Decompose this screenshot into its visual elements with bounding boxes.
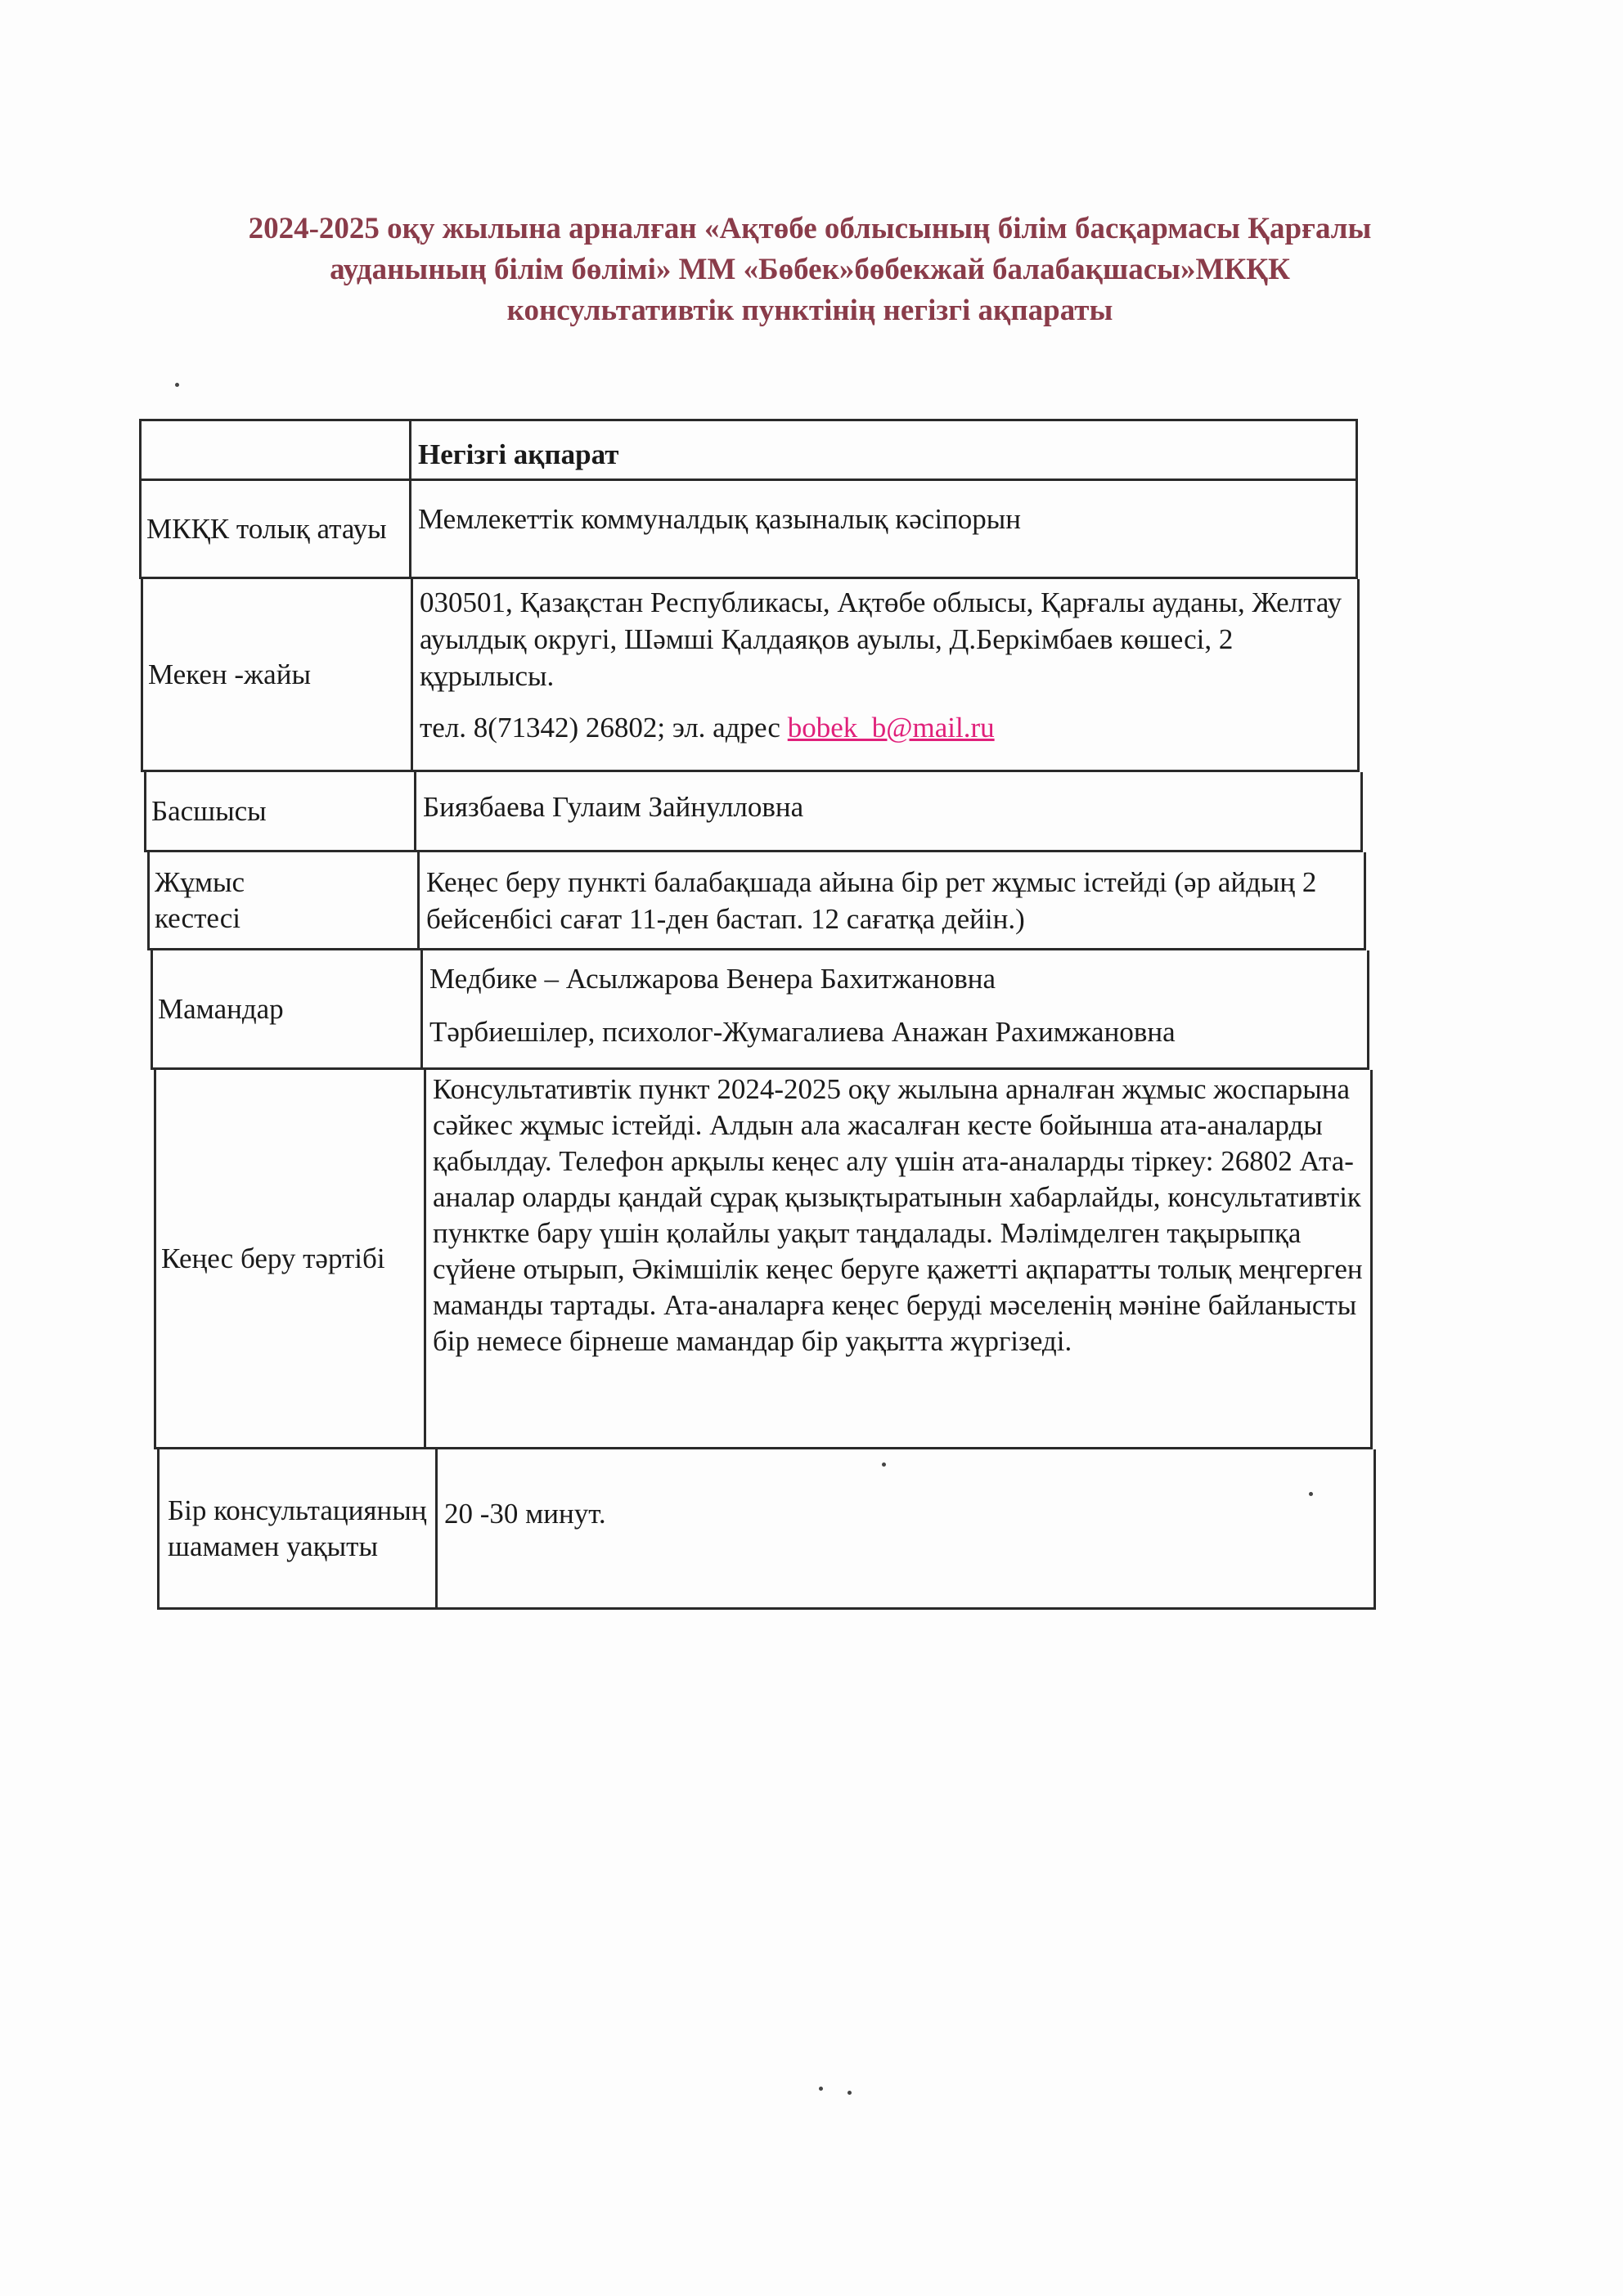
row-label: МКҚК толық атауы: [142, 481, 411, 577]
table-row-name: [139, 481, 1358, 579]
contact-line: [420, 709, 1351, 746]
contact-prefix: тел. 8(71342) 26802; эл. адрес: [420, 712, 788, 744]
title-line-1: 2024-2025 оқу жылына арналған «Ақтөбе облысының білім басқармасы Қарғалы: [248, 212, 1372, 245]
table-row-procedure: [154, 1070, 1373, 1449]
email-link[interactable]: bobek_b@mail.ru: [787, 712, 995, 744]
row-value: Биязбаева Гулаим Зайнулловна: [423, 791, 804, 823]
scan-speck: [847, 2091, 852, 2095]
scan-speck: [175, 383, 179, 387]
table-row-duration: [157, 1449, 1376, 1610]
row-value: Мемлекеттік коммуналдық қазыналық кәсіпорын: [418, 503, 1022, 535]
title-line-2: ауданының білім бөлімі» ММ «Бөбек»бөбекжай балабақшасы»МКҚК: [330, 253, 1290, 286]
table-header-row: [139, 419, 1358, 481]
row-label: Кеңес беру тәртібі: [156, 1070, 426, 1447]
table-row-address: [141, 579, 1360, 772]
row-value: 20 -30 минут.: [444, 1498, 606, 1530]
table-row-specialists: [151, 950, 1369, 1070]
row-label: Бір консультацияның шамамен уақыты: [160, 1449, 438, 1607]
document-title: [115, 209, 1505, 331]
scan-speck: [819, 2087, 823, 2091]
row-value: Консультативтік пункт 2024-2025 оқу жылына арналған жұмыс жоспарына сәйкес жұмыс істейді. Алдын ала жасалған кесте бойынша ата-аналарды қабылдау. Телефон арқылы кеңес алу үшін ата-аналарды тіркеу: 26802 Ата-аналар оларды қандай сұрақ қызықтыратынын хабарлайды, консультативтік пунктке бару үшін қолайлы уақыт таңдалады. Мәлімделген тақырыпқа сүйене отырып, Әкімшілік кеңес беруге қажетті ақпаратты толық меңгерген маманды тартады. Ата-аналарға кеңес беруді мәселенің мәніне байланысты бір немесе бірнеше мамандар бір уақытта жүргізеді.: [433, 1073, 1363, 1357]
title-line-3: консультативтік пунктінің негізгі ақпараты: [506, 294, 1113, 327]
row-value-cell: [413, 579, 1357, 770]
row-label: Басшысы: [146, 772, 416, 850]
row-value-cell: [423, 950, 1367, 1067]
row-value: Кеңес беру пункті балабақшада айына бір рет жұмыс істейді (әр айдың 2 бейсенбісі сағат 11-ден бастап. 12 сағатқа дейін.): [426, 866, 1317, 935]
scan-speck: [1309, 1492, 1313, 1496]
table-row-schedule: [147, 852, 1366, 950]
specialist-2: Тәрбиешілер, психолог-Жумагалиева Анажан Рахимжановна: [429, 1016, 1176, 1048]
row-label: Мекен -жайы: [143, 579, 413, 770]
header-value-cell: Негізгі ақпарат: [418, 438, 619, 470]
row-label: Жұмыс кестесі: [150, 852, 420, 948]
header-label-cell: [142, 421, 411, 479]
scan-speck: [882, 1463, 886, 1467]
specialist-1: Медбике – Асылжарова Венера Бахитжановна: [429, 963, 996, 995]
address-text: 030501, Қазақстан Республикасы, Ақтөбе облысы, Қарғалы ауданы, Желтау ауылдық округі, Шәмші Қалдаяқов ауылы, Д.Беркімбаев көшесі, 2 құрылысы.: [420, 586, 1342, 692]
table-row-head: [144, 772, 1363, 852]
row-label: Мамандар: [153, 950, 423, 1067]
